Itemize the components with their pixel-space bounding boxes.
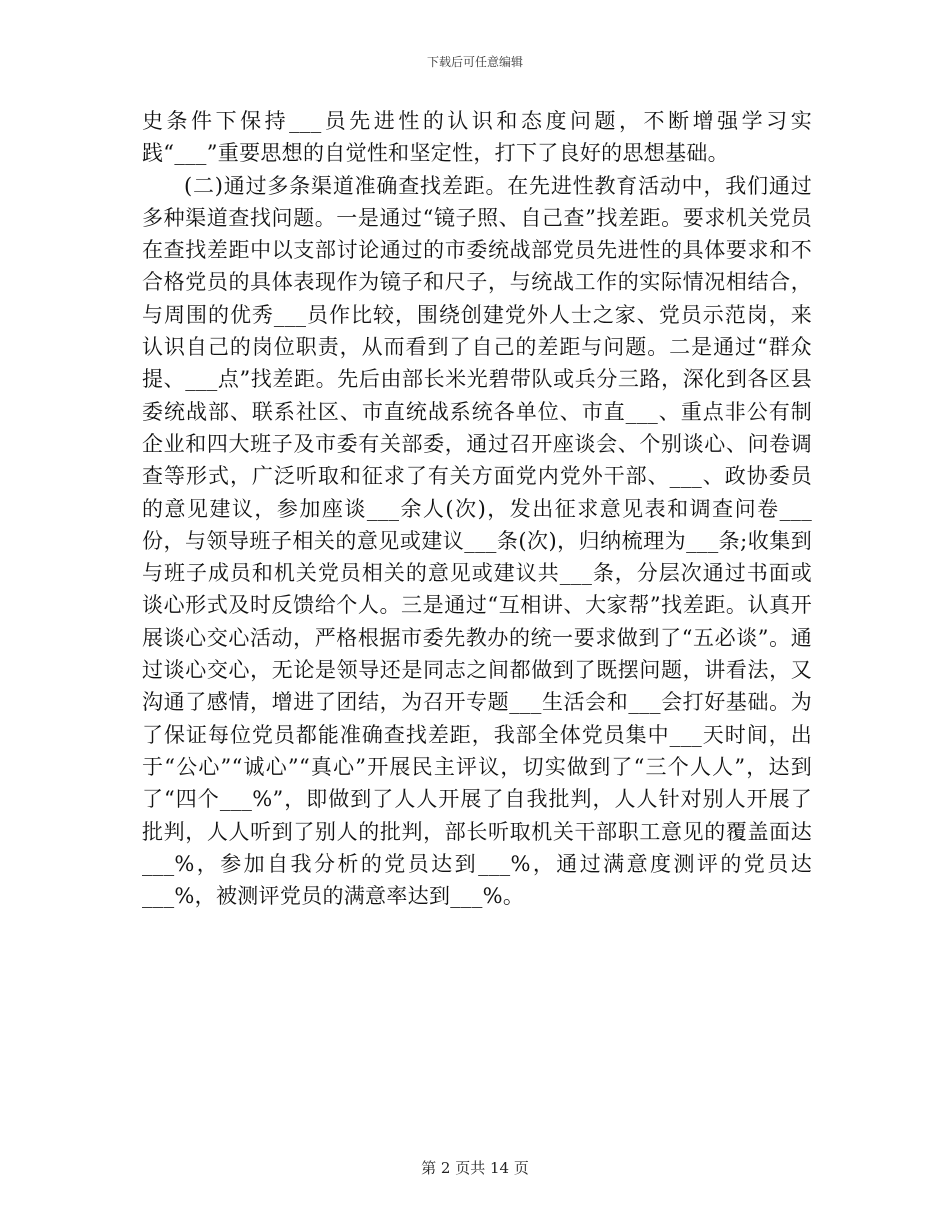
- page-number-footer: 第 2 页共 14 页: [421, 1159, 529, 1177]
- paragraph-continuation: 史条件下保持___员先进性的认识和态度问题，不断增强学习实践“___”重要思想的自觉性和坚定性，打下了良好的思想基础。: [142, 109, 812, 166]
- page-header: 下载后可任意编辑: [426, 55, 523, 69]
- paragraph-section-two: (二)通过多条渠道准确查找差距。在先进性教育活动中，我们通过多种渠道查找问题。一是通过“镜子照、自己查”找差距。要求机关党员在查找差距中以支部讨论通过的市委统战部党员先进性的具体要求和不合格党员的具体表现作为镜子和尺子，与统战工作的实际情况相结合，与周围的优秀___员作比较，围绕创建党外人士之家、党员示范岗，来认识自己的岗位职责，从而看到了自己的差距与问题。二是通过“群众提、___点”找差距。先后由部长米光碧带队或兵分三路，深化到各区县委统战部、联系社区、市直统战系统各单位、市直___、重点非公有制企业和四大班子及市委有关部委，通过召开座谈会、个别谈心、问卷调查等形式，广泛听取和征求了有关方面党内党外干部、___、政协委员的意见建议，参加座谈___余人(次)，发出征求意见表和调查问卷___份，与领导班子相关的意见或建议___条(次)，归纳梳理为___条;收集到与班子成员和机关党员相关的意见或建议共___条，分层次通过书面或谈心形式及时反馈给个人。三是通过“互相讲、大家帮”找差距。认真开展谈心交心活动，严格根据市委先教办的统一要求做到了“五必谈”。通过谈心交心，无论是领导还是同志之间都做到了既摆问题，讲看法，又沟通了感情，增进了团结，为召开专题___生活会和___会打好基础。为了保证每位党员都能准确查找差距，我部全体党员集中___天时间，出于“公心”“诚心”“真心”开展民主评议，切实做到了“三个人人”，达到了“四个___%”，即做到了人人开展了自我批判，人人针对别人开展了批判，人人听到了别人的批判，部长听取机关干部职工意见的覆盖面达___%，参加自我分析的党员达到___%，通过满意度测评的党员达___%，被测评党员的满意率达到___%。: [142, 173, 812, 909]
- document-body: [142, 105, 812, 912]
